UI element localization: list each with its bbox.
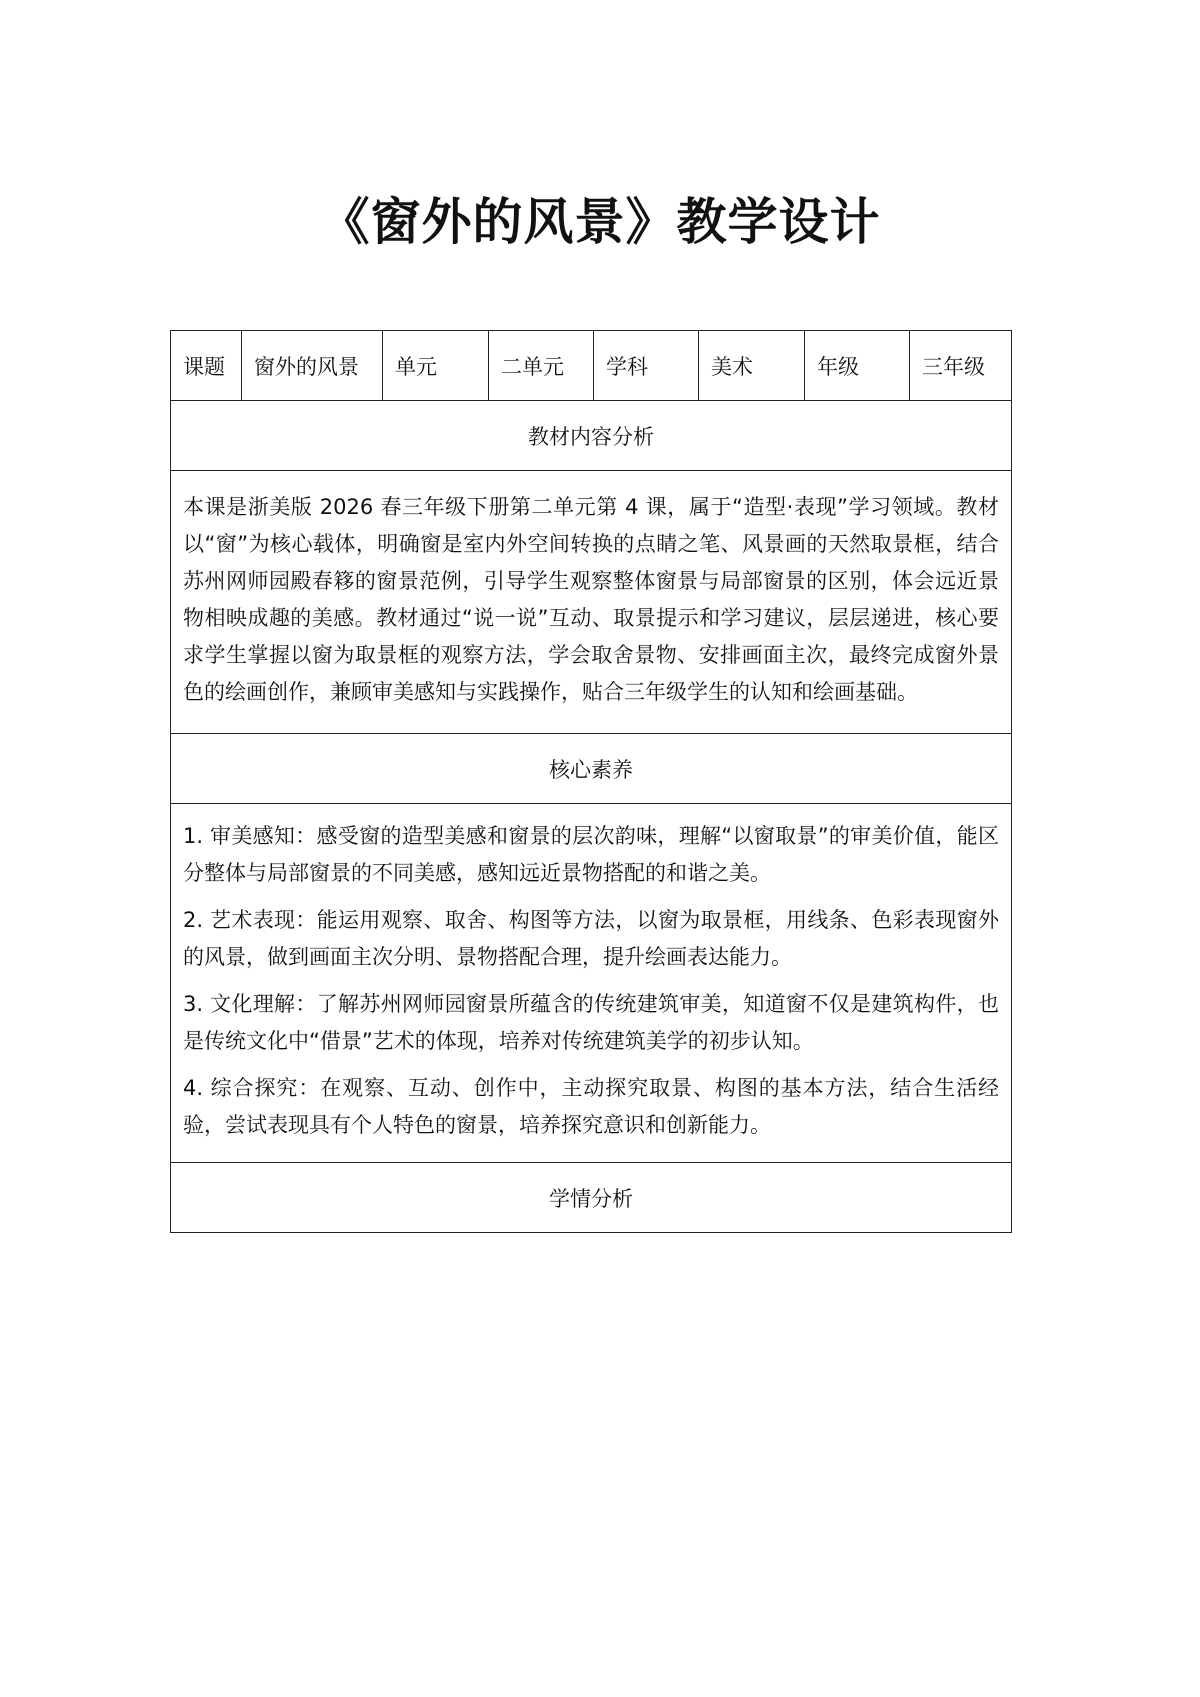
- core-literacy-item-aesthetic: 1. 审美感知：感受窗的造型美感和窗景的层次韵味，理解“以窗取景”的审美价值，能区分整体与局部窗景的不同美感，感知远近景物搭配的和谐之美。: [183, 824, 999, 885]
- subject-value: 美术: [699, 331, 805, 401]
- subject-label: 学科: [594, 331, 699, 401]
- learner-analysis-header-row: [171, 1163, 1012, 1233]
- grade-value: 三年级: [910, 331, 1012, 401]
- content-analysis-body: 本课是浙美版 2026 春三年级下册第二单元第 4 课，属于“造型·表现”学习领域。教材以“窗”为核心载体，明确窗是室内外空间转换的点睛之笔、风景画的天然取景框，结合苏州网师园殿春簃的窗景范例，引导学生观察整体窗景与局部窗景的区别，体会远近景物相映成趣的美感。教材通过“说一说”互动、取景提示和学习建议，层层递进，核心要求学生掌握以窗为取景框的观察方法，学会取舍景物、安排画面主次，最终完成窗外景色的绘画创作，兼顾审美感知与实践操作，贴合三年级学生的认知和绘画基础。: [171, 471, 1012, 734]
- page-title: 《窗外的风景》教学设计: [319, 193, 881, 251]
- core-literacy-list: [171, 804, 1012, 1163]
- core-literacy-item-artistic: 2. 艺术表现：能运用观察、取舍、构图等方法，以窗为取景框，用线条、色彩表现窗外的风景，做到画面主次分明、景物搭配合理，提升绘画表达能力。: [183, 908, 999, 969]
- unit-value: 二单元: [489, 331, 594, 401]
- core-literacy-item-cultural: 3. 文化理解：了解苏州网师园窗景所蕴含的传统建筑审美，知道窗不仅是建筑构件，也是传统文化中“借景”艺术的体现，培养对传统建筑美学的初步认知。: [183, 992, 999, 1053]
- topic-label: 课题: [171, 331, 242, 401]
- topic-value: 窗外的风景: [242, 331, 383, 401]
- learner-analysis-header: 学情分析: [171, 1163, 1012, 1233]
- core-literacy-header-row: [171, 734, 1012, 804]
- core-literacy-item-inquiry: 4. 综合探究：在观察、互动、创作中，主动探究取景、构图的基本方法，结合生活经验，尝试表现具有个人特色的窗景，培养探究意识和创新能力。: [183, 1076, 999, 1137]
- core-literacy-body-row: [171, 804, 1012, 1163]
- lesson-plan-table: [170, 330, 1012, 1233]
- grade-label: 年级: [805, 331, 910, 401]
- content-analysis-header: 教材内容分析: [171, 401, 1012, 471]
- info-row: [171, 331, 1012, 401]
- content-analysis-header-row: [171, 401, 1012, 471]
- content-analysis-body-row: [171, 471, 1012, 734]
- core-literacy-header: 核心素养: [171, 734, 1012, 804]
- unit-label: 单元: [383, 331, 489, 401]
